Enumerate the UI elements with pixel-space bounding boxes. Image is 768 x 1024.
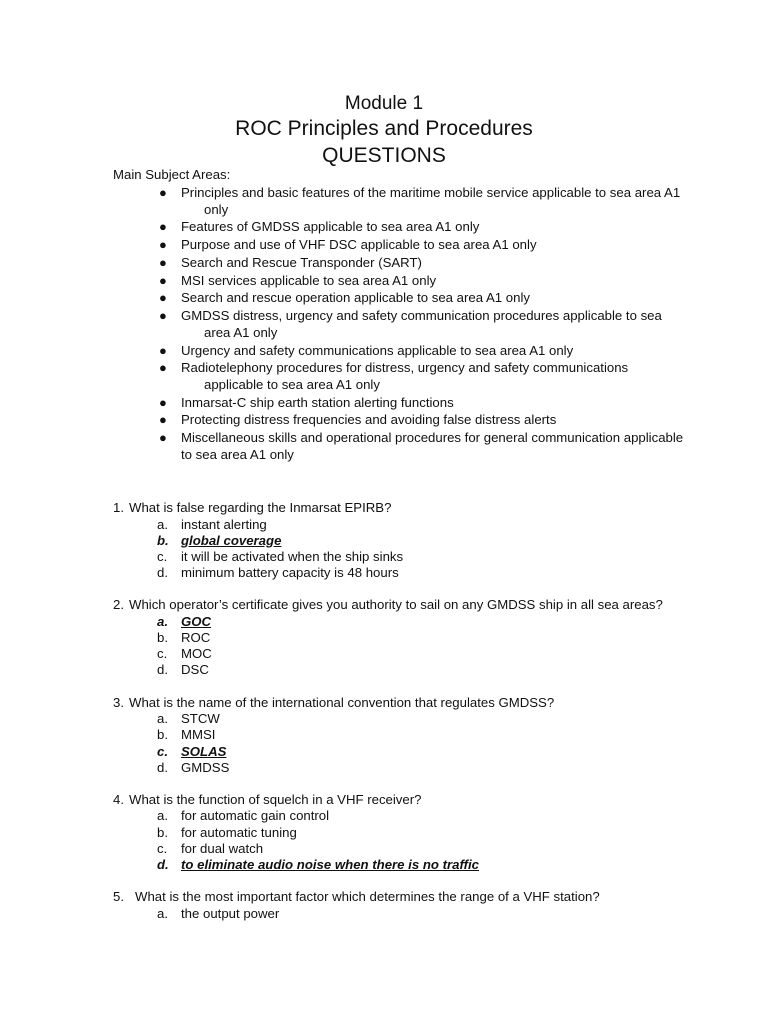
question-4 (113, 792, 733, 873)
subject-areas-list (159, 185, 719, 465)
bullet-icon: ● (159, 237, 167, 253)
list-item: ● Urgency and safety communications applicable to sea area A1 only (159, 342, 574, 358)
question-1 (113, 500, 733, 581)
bullet-icon: ● (159, 430, 167, 446)
question-text: Which operator’s certificate gives you authority to sail on any GMDSS ship in all sea areas? (129, 597, 663, 613)
answer-option: d. minimum battery capacity is 48 hours (157, 565, 399, 581)
list-item: ● MSI services applicable to sea area A1 only (159, 272, 437, 288)
question-number: 3. (113, 694, 124, 710)
question-3 (113, 695, 733, 776)
bullet-icon: ● (159, 290, 167, 306)
list-item: ● GMDSS distress, urgency and safety communication procedures applicable to sea area A1 only (159, 308, 662, 340)
question-text: What is the most important factor which determines the range of a VHF station? (135, 889, 600, 905)
bullet-icon: ● (159, 185, 167, 200)
question-text: What is false regarding the Inmarsat EPIRB? (129, 500, 392, 515)
bullet-icon: ● (159, 342, 167, 358)
question-number: 1. (113, 500, 124, 515)
question-number: 5. (113, 889, 124, 905)
list-item: ● Search and rescue operation applicable to sea area A1 only (159, 290, 530, 306)
bullet-icon: ● (159, 412, 167, 428)
bullet-icon: ● (159, 272, 167, 288)
answer-option: a. instant alerting (157, 516, 267, 532)
bullet-icon: ● (159, 254, 167, 270)
answer-option: c. it will be activated when the ship sinks (157, 548, 404, 564)
page-title: ROC Principles and Procedures (235, 117, 533, 140)
bullet-icon: ● (159, 219, 167, 235)
question-5 (113, 889, 733, 922)
correct-answer-option: c. SOLAS (157, 743, 227, 759)
list-item: ● Features of GMDSS applicable to sea area A1 only (159, 219, 480, 235)
answer-option: c. for dual watch (157, 840, 264, 856)
list-item: ● Radiotelephony procedures for distress, urgency and safety communications applicable to sea area A1 only (159, 360, 629, 392)
list-item: ● Search and Rescue Transponder (SART) (159, 254, 422, 270)
answer-option: b. for automatic tuning (157, 824, 297, 840)
correct-answer-option: b. global coverage (157, 532, 282, 548)
question-2 (113, 597, 733, 678)
subject-areas-heading: Main Subject Areas: (113, 167, 231, 182)
list-item: ● Purpose and use of VHF DSC applicable to sea area A1 only (159, 237, 537, 253)
question-text: What is the function of squelch in a VHF receiver? (129, 791, 422, 807)
answer-option: a. STCW (157, 711, 220, 727)
list-item: ● Principles and basic features of the maritime mobile service applicable to sea area A1 only (159, 185, 681, 217)
page-subtitle: QUESTIONS (322, 144, 446, 167)
answer-option: a. the output power (157, 905, 280, 921)
bullet-icon: ● (159, 360, 167, 376)
bullet-icon: ● (159, 308, 167, 324)
question-text: What is the name of the international convention that regulates GMDSS? (129, 694, 555, 710)
correct-answer-option: a. GOC (157, 613, 212, 629)
questions-section (113, 500, 733, 938)
question-number: 2. (113, 597, 124, 613)
answer-option: b. MMSI (157, 727, 216, 743)
list-item: ● Protecting distress frequencies and avoiding false distress alerts (159, 412, 557, 428)
answer-option: d. GMDSS (157, 759, 230, 775)
answer-option: c. MOC (157, 646, 212, 662)
question-number: 4. (113, 791, 124, 807)
list-item: ● Inmarsat-C ship earth station alerting functions (159, 394, 454, 410)
answer-option: b. ROC (157, 630, 211, 646)
answer-option: d. DSC (157, 662, 209, 678)
list-item: ● Miscellaneous skills and operational procedures for general communication applicable to sea area A1 only (159, 430, 684, 462)
answer-option: a. for automatic gain control (157, 808, 330, 824)
bullet-icon: ● (159, 394, 167, 410)
module-label: Module 1 (344, 93, 424, 114)
correct-answer-option: d. to eliminate audio noise when there is no traffic (157, 857, 479, 873)
